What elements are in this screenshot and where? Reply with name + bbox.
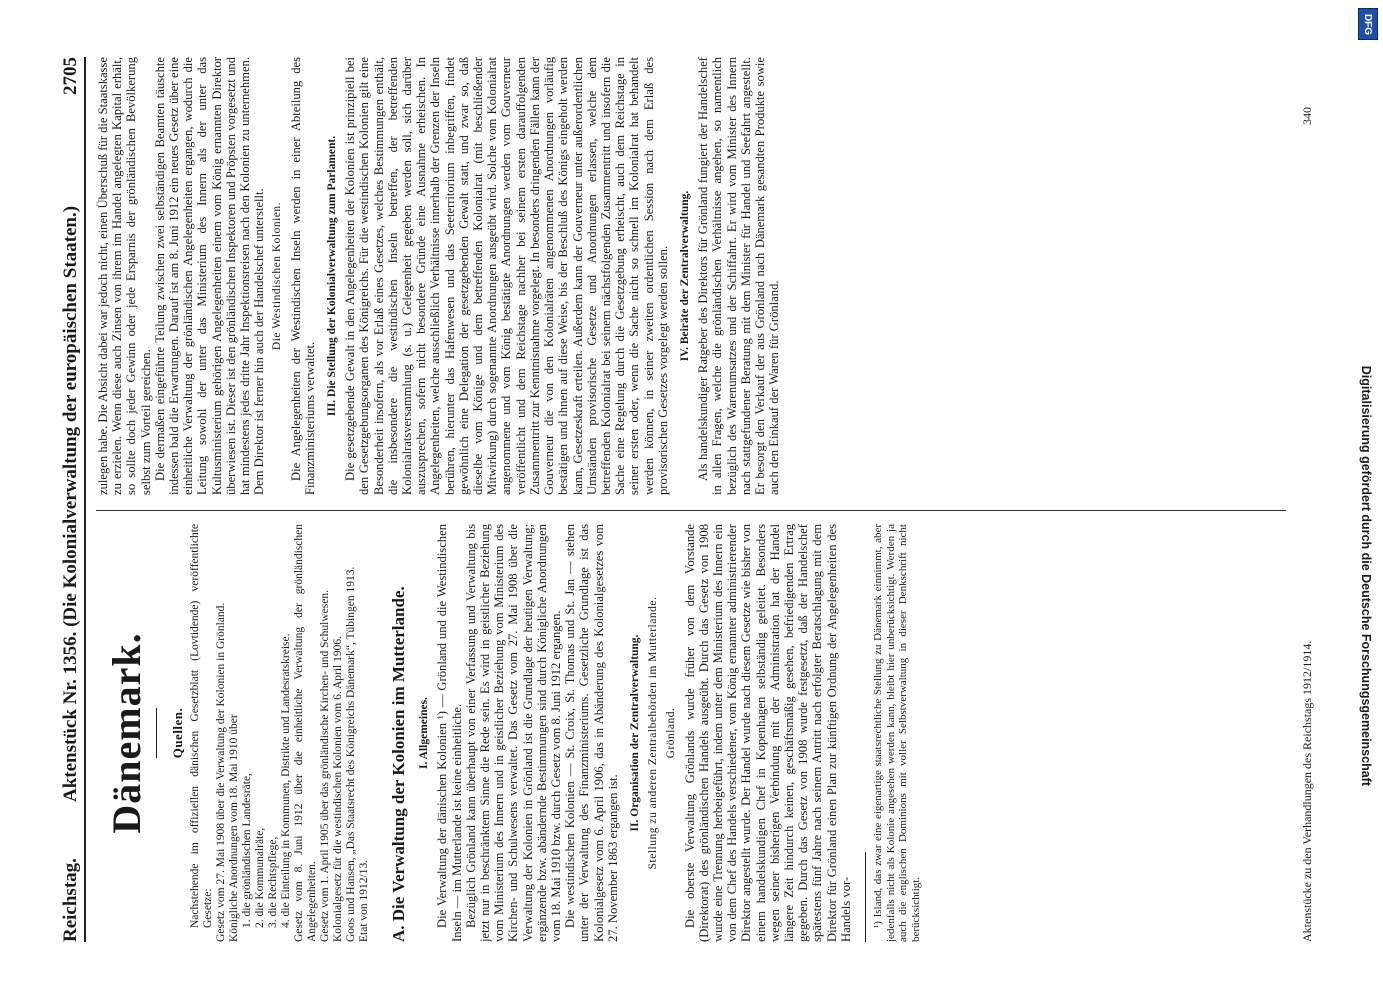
divider bbox=[156, 708, 157, 758]
country-title: Dänemark. bbox=[104, 632, 149, 834]
subsection-i-heading: I. Allgemeines. bbox=[418, 697, 431, 769]
digitization-credit bbox=[1353, 6, 1379, 826]
dfg-logo-text: DFG bbox=[1362, 13, 1374, 35]
header-left: Reichstag. bbox=[60, 858, 81, 942]
source-item: Gesetz vom 1. April 1905 über das grönländische Kirchen- und Schulwesen. bbox=[319, 590, 332, 942]
subsection-iv-heading: IV. Beiräte der Zentralverwaltung. bbox=[678, 190, 691, 362]
paragraph: Die gesetzgebende Gewalt in den Angelegenheiten der Kolonien ist prinzipiell bei den Gesetzgebungsorganen des Königreichs. Für die westindischen Kolonien gilt eine Besonderheit insofern, als vor Erlaß eines Gesetzes, welches Bestimmungen enthält, die insbesondere die westindischen Inseln betreffen, der betreffenden Kolonialratsversammlung (s. u.) Gelegenheit gegeben werden soll, sich darüber auszusprechen, sofern nicht besondere Gründe eine Ausnahme erheischen. In Angelegenheiten, welche ausschließlich Verhältnisse innerhalb der Grenzen der Inseln berühren, hierunter das Hafenwesen und das Seeterritorium inbegriffen, findet gewöhnlich eine Delegation der gesetzgebenden Gewalt statt, und zwar so, daß dieselbe vom Könige und dem betreffenden Kolonialrat (mit beschließender Mitwirkung) durch sogenannte Anordnungen ausgeübt wird. Solche vom Kolonialrat angenommene und vom König bestätigte Anordnungen werden vom Gouverneur veröffentlicht und dem Reichstage nachher bei seinem ersten darauffolgenden Zusammentritt zur Kenntnisnahme vorgelegt. In besonders dringenden Fällen kann der Gouverneur die von den Kolonialräten angenommenen Anordnungen vorläufig bestätigen und ihnen auf diese Weise, bis der Beschluß des Königs eingeholt werden kann, Gesetzeskraft erteilen. Außerdem kann der Gouverneur unter außerordentlichen Umständen provisorische Gesetze und Anordnungen erlassen, welche dem betreffenden Kolonialrat bei seinem nächstfolgenden Zusammentritt und insofern die Sache eine Regelung durch die Gesetzgebung erheischt, auch dem Reichstage in seiner ersten oder, wenn die Sache nicht so schnell im Kolonialrat hat behandelt werden können, in seiner zweiten ordentlichen Session nach dem Erlaß des provisorischen Gesetzes vorgelegt werden sollen. bbox=[343, 57, 670, 495]
sources-intro: Nachstehende im offiziellen dänischen Gesetzblatt (Lovtidende) veröffentlichte Gesetze: bbox=[189, 524, 215, 928]
sources-heading: Quellen. bbox=[170, 707, 185, 759]
credit-text: Digitalisierung gefördert durch die Deutsche Forschungsgemeinschaft bbox=[1359, 365, 1373, 786]
source-item: 1. die grönländischen Landesräte, bbox=[241, 773, 254, 928]
subsection-caption: Grönland. bbox=[665, 707, 678, 759]
page-number: 2705 bbox=[60, 57, 81, 95]
footnote-divider bbox=[865, 852, 866, 942]
section-a-heading: A. Die Verwaltung der Kolonien im Mutterlande. bbox=[389, 586, 409, 942]
source-item: Kolonialgesetz für die westindischen Kolonien vom 6. April 1906. bbox=[332, 636, 345, 942]
paragraph: zulegen habe. Die Absicht dabei war jedoch nicht, einen Überschuß für die Staatskasse zu erzielen. Wenn diese auch Zinsen von ihrem im Handel angelegten Kapital erhält, so sollte doch jeder Gewinn oder jede Ersparnis der grönländischen Bevölkerung selbst zum Vorteil gereichen. bbox=[96, 57, 153, 495]
dfg-logo bbox=[1358, 8, 1378, 40]
source-item: Gesetz vom 27. Mai 1908 über die Verwaltung der Kolonien in Grönland. bbox=[215, 602, 228, 942]
paragraph: Die Angelegenheiten der Westindischen Inseln werden in einer Abteilung des Finanzministeriums verwaltet. bbox=[288, 57, 317, 495]
right-column bbox=[96, 57, 1326, 495]
subsection-ii-heading: II. Organisation der Zentralverwaltung. bbox=[629, 634, 642, 832]
source-item: 3. die Rechtspflege, bbox=[267, 836, 280, 928]
paragraph: Als handelskundiger Ratgeber des Direktors für Grönland fungiert der Handelschef in allen Fragen, welche die grönländischen Verhältnisse angehen, so namentlich bezüglich des Warenumsatzes und der Schiffahrt. Er wird vom Minister des Innern nach stattgefundener Beratung mit dem Minister für Handel und Seefahrt angestellt. Er besorgt den Verkauf der aus Grönland nach Dänemark gesandten Produkte sowie auch den Einkauf der Waren für Grönland. bbox=[696, 57, 782, 495]
left-column bbox=[96, 524, 1326, 942]
source-item: 4. die Einteilung in Kommunen, Distrikte und Landesratskreise. bbox=[280, 633, 293, 928]
subsection-caption: Stellung zu anderen Zentralbehörden im Mutterlande. bbox=[647, 596, 660, 870]
paragraph: Die westindischen Kolonien — St. Croix, St. Thomas und St. Jan — stehen unter der Verwaltung des Finanzministeriums. Gesetzliche Grundlage ist das Kolonialgesetz vom 6. April 1906, das in Abänderung des Kolonialgesetzes vom 27. November 1863 ergangen ist. bbox=[563, 524, 620, 942]
header-center: Aktenstück Nr. 1356. (Die Kolonialverwaltung der europäischen Staaten.) bbox=[60, 205, 81, 802]
paragraph: Die Verwaltung der dänischen Kolonien ¹) — Grönland und die Westindischen Inseln — im Mutterlande ist keine einheitliche. bbox=[435, 524, 464, 942]
west-indies-heading: Die Westindischen Kolonien. bbox=[271, 201, 284, 351]
source-item: Etat von 1912/13. bbox=[358, 859, 371, 942]
paragraph: Die dermaßen eingeführte Teilung zwischen zwei selbständigen Beamten täuschte indessen bald die Erwartungen. Darauf ist am 8. Juni 1912 ein neues Gesetz über eine einheitliche Verwaltung der grönländischen Angelegenheiten ergangen, wodurch die Leitung sowohl der unter das Ministerium des Innern als der unter das Kultusministerium gehörigen Angelegenheiten einem vom König ernannten Direktor überwiesen ist. Dieser ist den grönländischen Inspektoren und Pröpsten vorgesetzt und hat mindestens jedes dritte Jahr Inspektionsreisen nach den Kolonien zu unternehmen. Dem Direktor ist ferner hin auch der Handelschef unterstellt. bbox=[152, 57, 267, 495]
source-item: 2. die Kommunalräte, bbox=[254, 827, 267, 928]
source-item: Gesetz vom 8. Juni 1912 über die einheitliche Verwaltung der grönländischen Angelegenheiten. bbox=[293, 524, 319, 942]
footnote: ¹) Island, das zwar eine eigenartige staatsrechtliche Stellung zu Dänemark einnimmt, aber jedenfalls nicht als Kolonie angesehen werden kann, bleibt hier unberücksichtigt. Werden ja auch die englischen Dominions mit voller Selbstverwaltung in dieser Denkschrift nicht berücksichtigt. bbox=[872, 524, 922, 942]
source-item: Königliche Anordnungen vom 18. Mai 1910 über bbox=[228, 714, 241, 942]
footer-source: Aktenstücke zu den Verhandlungen des Reichstags 1912/1914. bbox=[1300, 640, 1314, 942]
source-item: Goos und Hansen, „Das Staatsrecht des Königreichs Dänemark“, Tübingen 1913. bbox=[345, 566, 358, 942]
running-head bbox=[58, 57, 86, 942]
column-divider bbox=[96, 510, 1286, 511]
paragraph: Bezüglich Grönland kann überhaupt von einer Verfassung und Verwaltung bis jetzt nur in beschränktem Sinne die Rede sein. Es wird in geistlicher Beziehung vom Ministerium des Innern und in geistlicher Beziehung vom Ministerium des Kirchen- und Schulwesens verwaltet. Das Gesetz vom 27. Mai 1908 über die Verwaltung der Kolonien in Grönland ist die Grundlage der heutigen Verwaltung; ergänzende bzw. abändernde Bestimmungen sind durch Königliche Anordnungen vom 18. Mai 1910 bzw. durch Gesetz vom 8. Juni 1912 ergangen. bbox=[463, 524, 564, 942]
sources-list bbox=[189, 524, 371, 942]
folio-number: 340 bbox=[1300, 107, 1314, 125]
paragraph: Die oberste Verwaltung Grönlands wurde früher von dem Vorstande (Direktorat) des grönländischen Handels ausgeübt. Durch das Gesetz von 1908 wurde eine Trennung herbeigeführt, indem unter dem Ministerium des Innern ein von dem Chef des Handels verschiedener, vom König ernannter administrierender Direktor angestellt wurde. Der Handel wurde nach diesem Gesetze wie bisher von einem handelskundigen Chef in Kopenhagen selbständig geleitet. Besonders wegen seiner bisherigen Verbindung mit der Administration hat der Handel längere Zeit hindurch keinen, geschäftsmäßig gesehen, befriedigenden Ertrag gegeben. Durch das Gesetz von 1908 wurde festgesetzt, daß der Handelschef spätestens fünf Jahre nach seinem Antritt nach erfolgter Beratschlagung mit dem Direktor für Grönland einen Plan zur künftigen Ordnung der Angelegenheiten des Handels vor- bbox=[682, 524, 853, 942]
subsection-iii-heading: III. Die Stellung der Kolonialverwaltung zum Parlament. bbox=[326, 135, 339, 417]
